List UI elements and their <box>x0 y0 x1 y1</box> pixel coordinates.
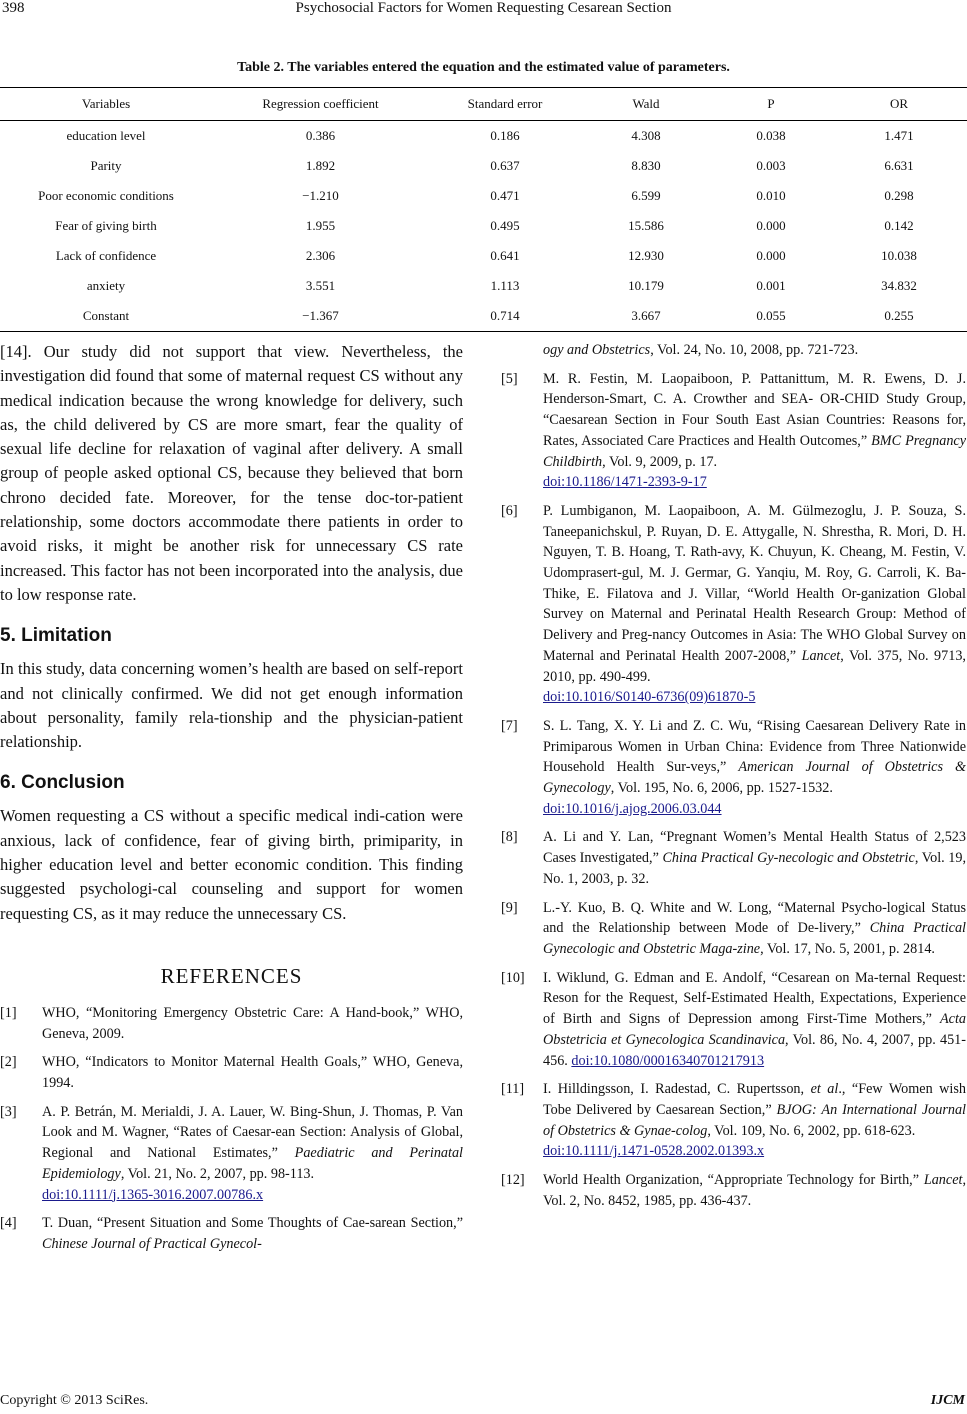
column-header: Standard error <box>429 88 581 121</box>
limitation-paragraph: In this study, data concerning women’s health are based on self-report and not clinically confirmed. We did not get enough information about personality, family rela-tionship and the physician-patient relationship. <box>0 659 463 752</box>
reference-text: WHO, “Monitoring Emergency Obstetric Care: A Hand-book,” WHO, Geneva, 2009. <box>42 1004 463 1042</box>
table-cell: 1.113 <box>490 278 520 293</box>
reference-authors-title: A. Li and Y. Lan, “Pregnant Women’s Mental Health Status of 2,523 Cases Investigated,” <box>543 829 966 867</box>
doi-link[interactable]: doi:10.1111/j.1471-0528.2002.01393.x <box>543 1143 765 1160</box>
column-header: Regression coefficient <box>212 88 429 121</box>
reference-journal: Chinese Journal of Practical Gynecol- <box>42 1235 262 1252</box>
reference-journal: Acta Obstetricia et Gynecologica Scandinavica <box>543 1011 966 1048</box>
reference-journal: BJOG <box>776 1101 813 1118</box>
table-cell: 0.000 <box>756 248 786 263</box>
table-cell: 0.471 <box>490 188 520 203</box>
reference-number: [8] <box>501 829 518 846</box>
reference-number: [6] <box>501 502 518 519</box>
table-cell: 10.179 <box>628 278 664 293</box>
table-cell: 1.955 <box>305 218 336 233</box>
reference-journal: Lancet <box>801 647 841 664</box>
doi-link[interactable]: doi:10.1016/j.ajog.2006.03.044 <box>543 800 722 817</box>
reference-text <box>42 1213 463 1254</box>
reference-details: , Vol. 21, No. 2, 2007, pp. 98-113. <box>120 1165 315 1182</box>
reference-journal: Lancet <box>923 1172 963 1189</box>
table-cell: 34.832 <box>881 278 917 293</box>
reference-item <box>501 898 966 960</box>
reference-item <box>501 716 966 820</box>
table-cell: anxiety <box>86 278 126 293</box>
doi-link[interactable]: doi:10.1080/00016340701217913 <box>571 1052 765 1069</box>
table-cell: 2.306 <box>305 248 336 263</box>
reference-item <box>501 369 966 493</box>
reference-details: , Vol. 19, No. 1, 2003, p. 32. <box>543 850 967 887</box>
table-cell: 4.308 <box>631 128 661 143</box>
table-cell: 0.010 <box>756 188 786 203</box>
reference-journal-subtitle: : An International Journal of Obstetrics & Gynae-colog <box>543 1101 966 1139</box>
column-header: Wald <box>581 88 711 121</box>
table-cell: 15.586 <box>628 218 664 233</box>
reference-text <box>543 1170 966 1211</box>
column-header: OR <box>831 88 967 121</box>
table-cell: 1.892 <box>305 158 336 173</box>
table-cell: 6.599 <box>631 188 661 203</box>
table-cell: 0.055 <box>711 301 831 332</box>
reference-title: ., “Few Women wish Tobe Delivered by Caesarean Section,” <box>543 1081 966 1118</box>
right-column <box>501 340 966 1219</box>
left-column <box>0 340 463 1263</box>
doi-link[interactable]: doi:10.1111/j.1365-3016.2007.00786.x <box>42 1186 264 1203</box>
table-cell: Poor economic conditions <box>38 188 174 203</box>
page-number: 398 <box>2 0 25 16</box>
table-row <box>0 181 967 211</box>
table-cell: −1.210 <box>302 188 339 203</box>
table-cell: 0.495 <box>490 218 520 233</box>
table-row <box>0 121 967 152</box>
table-cell: 0.186 <box>490 128 520 143</box>
doi-link[interactable]: doi:10.1186/1471-2393-9-17 <box>543 474 707 491</box>
table-cell: 0.001 <box>756 278 786 293</box>
reference-authors-title: World Health Organization, “Appropriate Technology for Birth,” <box>543 1172 924 1189</box>
reference-item <box>501 1170 966 1211</box>
reference-text <box>543 716 966 820</box>
footer-copyright: Copyright © 2013 SciRes. <box>0 1393 149 1408</box>
reference-journal: American Journal of Obstetrics & Gynecology <box>543 759 967 797</box>
table-cell: Parity <box>90 158 122 173</box>
table-cell: Fear of giving birth <box>55 218 157 233</box>
page-header <box>0 0 967 20</box>
table-row <box>0 241 967 271</box>
discussion-paragraph: [14]. Our study did not support that view. Nevertheless, the investigation did found that some of maternal request CS without any medical indication because the wrong knowledge for delivery, such as, the child delivered by CS are more smart, fear the quality of sexual life decline for relaxation of vaginal after delivery. A small group of people asked optional CS, because they believed that born chrono decided fate. Moreover, for the tense doc-tor-patient relationship, some doctors accommodate there patients in order to avoid risks, it might be another risk for unnecessary CS rate increased. This factor has not been incorporated into the analysis, due to low response rate. <box>0 342 463 604</box>
conclusion-heading: 6. Conclusion <box>0 772 125 794</box>
table-cell: −1.367 <box>212 301 429 332</box>
table-row <box>0 271 967 301</box>
reference-item <box>0 1102 463 1206</box>
reference-number: [7] <box>501 717 518 734</box>
reference-details: , Vol. 17, No. 5, 2001, p. 2814. <box>760 940 935 957</box>
reference-text <box>543 898 966 960</box>
reference-number: [9] <box>501 899 518 916</box>
table-row <box>0 301 967 332</box>
table-cell: 3.551 <box>305 278 336 293</box>
reference-authors-title: P. Lumbiganon, M. Laopaiboon, A. M. Gülmezoglu, J. P. Souza, S. Taneepanichskul, P. Ruyan, D. E. Attygalle, N. Shrestha, R. Mori, D. H. Nguyen, T. B. Hoang, T. Rath-avy, K. Chuyun, K. Cheang, M. Festin, V. Udomprasert-gul, M. J. Germar, G. Yanqiu, M. Roy, G. Carroli, K. Ba-Thike, E. Filatova and J. Villar, “World Health Or-ganization Global Survey on Maternal and Perinatal Health Research Group: Method of Delivery and Preg-nancy Outcomes in Asia: The WHO Global Survey on Maternal and Perinatal Health 2007-2008,” <box>543 502 966 664</box>
table-cell: 0.003 <box>756 158 786 173</box>
reference-item <box>501 968 966 1072</box>
reference-details: , Vol. 2, No. 8452, 1985, pp. 436-437. <box>543 1172 966 1209</box>
reference-details: , Vol. 195, No. 6, 2006, pp. 1527-1532. <box>610 780 833 797</box>
conclusion-paragraph: Women requesting a CS without a specific medical indi-cation were anxious, lack of confidence, fear of giving birth, primiparity, in higher education level and better economic condition. This finding suggested psychologi-cal counseling and support for women requesting CS, as it may reduce the unnecessary CS. <box>0 806 463 923</box>
reference-number: [5] <box>501 370 518 387</box>
reference-number: [12] <box>501 1172 525 1189</box>
limitation-heading: 5. Limitation <box>0 625 112 647</box>
table-cell: 0.038 <box>756 128 786 143</box>
reference-details: , Vol. 109, No. 6, 2002, pp. 618-623. <box>707 1122 916 1139</box>
doi-link[interactable]: doi:10.1016/S0140-6736(09)61870-5 <box>543 689 756 706</box>
column-header: P <box>711 88 831 121</box>
reference-item <box>501 827 966 889</box>
reference-details: , Vol. 24, No. 10, 2008, pp. 721-723. <box>650 342 859 358</box>
reference-journal: Paediatric and Perinatal Epidemiology <box>42 1145 463 1182</box>
table-cell: 12.930 <box>628 248 664 263</box>
reference-number: [10] <box>501 969 525 986</box>
table-cell: 1.471 <box>884 128 914 143</box>
reference-number: [2] <box>0 1054 17 1071</box>
reference-item <box>501 1079 966 1162</box>
table-row <box>0 211 967 241</box>
reference-authors-title: A. P. Betrán, M. Merialdi, J. A. Lauer, W. Bing-Shun, J. Thomas, P. Van Look and M. Wagner, “Rates of Caesar-ean Section: Analysis of Global, Regional and National Estimates,” <box>42 1103 463 1162</box>
reference-details: , Vol. 9, 2009, p. 17. <box>602 453 718 470</box>
table-cell: 0.298 <box>884 188 914 203</box>
table-cell: Lack of confidence <box>55 248 157 263</box>
table-cell: 3.667 <box>581 301 711 332</box>
reference-item <box>501 501 966 708</box>
reference-journal: BMC Pregnancy Childbirth <box>543 432 967 470</box>
table-cell: 8.830 <box>631 158 661 173</box>
table-caption: Table 2. The variables entered the equation and the estimated value of parameters. <box>237 60 730 75</box>
reference-text <box>543 827 966 889</box>
reference-text <box>543 968 966 1072</box>
reference-journal: ogy and Obstetrics <box>543 342 651 358</box>
table-cell: 10.038 <box>881 248 917 263</box>
reference-text <box>543 369 966 493</box>
reference-details: , Vol. 375, No. 9713, 2010, pp. 490-499. <box>543 647 966 685</box>
parameter-table <box>0 87 967 332</box>
table-cell: 0.000 <box>756 218 786 233</box>
reference-item <box>0 1052 463 1093</box>
reference-text <box>543 501 966 708</box>
reference-authors-title: L.-Y. Kuo, B. Q. White and W. Long, “Maternal Psycho-logical Status and the Relationship between Mode of De-livery,” <box>543 899 966 937</box>
table-cell: education level <box>66 128 146 143</box>
reference-authors-title: I. Wiklund, G. Edman and E. Andolf, “Cesarean on Ma-ternal Request: Reson for the Request, Self-Estimated Health, Expectations, Experience of Birth and Signs of Depression among First-Time Mothers,” <box>543 969 966 1028</box>
table-row <box>0 151 967 181</box>
reference-text: WHO, “Indicators to Monitor Maternal Health Goals,” WHO, Geneva, 1994. <box>42 1054 463 1092</box>
references-heading: REFERENCES <box>160 963 303 988</box>
reference-authors: I. Hilldingsson, I. Radestad, C. Rupertsson, <box>543 1081 811 1098</box>
column-header: Variables <box>0 88 212 121</box>
table-cell: 0.386 <box>305 128 336 143</box>
reference-text <box>42 1102 463 1206</box>
table-cell: 0.255 <box>831 301 967 332</box>
footer-journal: IJCM <box>930 1393 965 1408</box>
reference-text <box>543 1079 966 1162</box>
reference-continuation <box>501 340 966 361</box>
reference-item <box>0 1003 463 1044</box>
reference-number: [1] <box>0 1004 17 1021</box>
reference-number: [4] <box>0 1215 17 1232</box>
reference-authors-title: S. L. Tang, X. Y. Li and Z. C. Wu, “Rising Caesarean Delivery Rate in Primiparous Women in Urban China: Evidence from Three Nationwide Household Health Sur-veys,” <box>543 717 966 776</box>
table-cell: 0.142 <box>884 218 914 233</box>
reference-details: , Vol. 86, No. 4, 2007, pp. 451-456. <box>543 1031 966 1069</box>
reference-journal: China Practical Gy-necologic and Obstetric <box>662 850 915 867</box>
table-cell: 6.631 <box>884 158 914 173</box>
reference-authors-title: T. Duan, “Present Situation and Some Thoughts of Cae-sarean Section,” <box>42 1215 463 1232</box>
reference-number: [3] <box>0 1103 17 1120</box>
running-title: Psychosocial Factors for Women Requesting Cesarean Section <box>295 0 672 16</box>
reference-journal: China Practical Gynecologic and Obstetric Maga-zine <box>543 920 966 957</box>
reference-etal: et al <box>810 1081 839 1098</box>
table-cell: 0.637 <box>490 158 520 173</box>
table-cell: 0.714 <box>429 301 581 332</box>
table-cell: 0.641 <box>490 248 520 263</box>
reference-number: [11] <box>501 1081 525 1098</box>
table-cell: Constant <box>0 301 212 332</box>
table-header-row <box>0 88 967 121</box>
reference-item <box>0 1213 463 1254</box>
reference-authors-title: M. R. Festin, M. Laopaiboon, P. Pattanittum, M. R. Ewens, D. J. Henderson-Smart, C. A. Crowther and SEA- OR-CHID Study Group, “Caesarean Section in Four South East Asian Countries: Reasons for, Rates, Associated Care Practices and Health Outcomes,” <box>543 370 966 449</box>
